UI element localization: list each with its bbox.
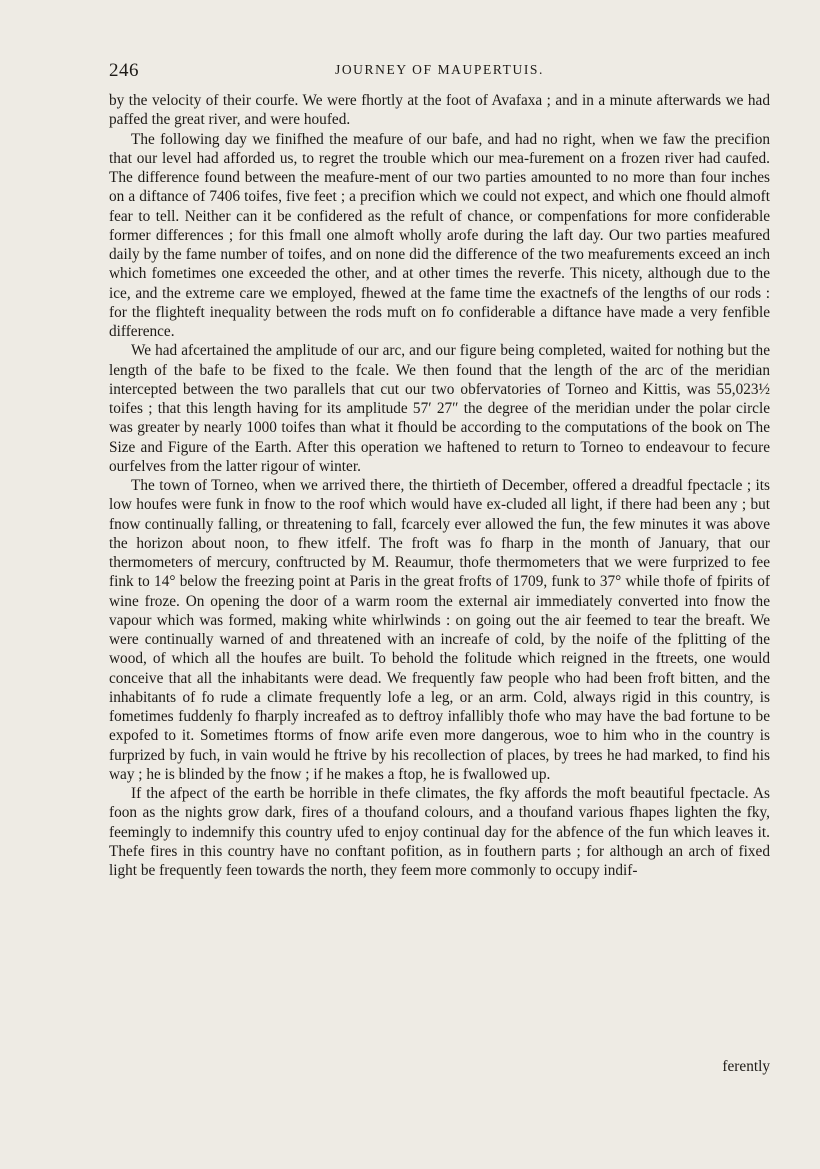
paragraph: by the velocity of their courfe. We were fhortly at the foot of Avafaxa ; and in a minute afterwards we had paffed the great river, and were houfed.	[109, 92, 770, 129]
running-title: JOURNEY OF MAUPERTUIS.	[334, 62, 545, 77]
catchword: ferently	[722, 1058, 770, 1075]
page-number: 246	[109, 60, 139, 81]
paragraph: The following day we finifhed the meafure of our bafe, and had no right, when we faw the precifion that our level had afforded us, to regret the trouble which our mea-furement on a frozen river had caufed. The difference found between the meafure-ment of our two parties amounted to no more than four inches on a diftance of 7406 toifes, five feet ; a precifion which we could not expect, and which one fhould almoft fear to tell. Neither can it be confidered as the refult of chance, or compenfations for more confiderable former differences ; for this fmall one almoft wholly arofe during the laft day. Our two parties meafured daily by the fame number of toifes, and on none did the difference of the two meafurements exceed an inch which fometimes one exceeded the other, and at other times the reverfe. This nicety, although due to the ice, and the extreme care we employed, fhewed at the fame time the exactnefs of the lengths of our rods : for the flighteft inequality between the rods muft on fo confiderable a diftance have made a very fenfible difference.	[109, 130, 770, 340]
paragraph: The town of Torneo, when we arrived there, the thirtieth of December, offered a dreadful fpectacle ; its low houfes were funk in fnow to the roof which would have ex-cluded all light, if there had been any ; but fnow continually falling, or threatening to fall, fcarcely ever allowed the fun, the few minutes it was above the horizon about noon, to fhew itfelf. The froft was fo fharp in the month of January, that our thermometers of mercury, conftructed by M. Reaumur, thofe thermometers that we were furprized to fee fink to 14° below the freezing point at Paris in the great frofts of 1709, funk to 37° while thofe of fpirits of wine froze. On opening the door of a warm room the external air immediately converted into fnow the vapour which was formed, making white whirlwinds : on going out the air feemed to tear the breaft. We were continually warned of and threatened with an increafe of cold, by the noife of the fplitting of the wood, of which all the houfes are built. To behold the folitude which reigned in the ftreets, one would conceive that all the inhabitants were dead. We frequently faw people who had been froft bitten, and the inhabitants of fo rude a climate frequently lofe a leg, or an arm. Cold, always rigid in this country, is fometimes fuddenly fo fharply increafed as to deftroy infallibly thofe who may have the bad fortune to be expofed to it. Sometimes ftorms of fnow arife even more dangerous, woe to him who in the country is furprized by fuch, in vain would he ftrive by his recollection of places, by trees he had marked, to find his way ; he is blinded by the fnow ; if he makes a ftop, he is fwallowed up.	[109, 477, 770, 783]
body-text	[109, 91, 770, 880]
running-head	[109, 60, 770, 84]
paragraph: If the afpect of the earth be horrible in thefe climates, the fky affords the moft beautiful fpectacle. As foon as the nights grow dark, fires of a thoufand colours, and a thoufand various fhapes lighten the fky, feemingly to indemnify this country ufed to enjoy continual day for the abfence of the fun which leaves it. Thefe fires in this country have no conftant pofition, as in fouthern parts ; for although an arch of fixed light be frequently feen towards the north, they feem more commonly to occupy indif-	[109, 785, 770, 879]
paragraph: We had afcertained the amplitude of our arc, and our figure being completed, waited for nothing but the length of the bafe to be fixed to the fcale. We then found that the length of the arc of the meridian intercepted between the two parallels that cut our two obfervatories of Torneo and Kittis, was 55,023½ toifes ; that this length having for its amplitude 57′ 27″ the degree of the meridian under the polar circle was greater by nearly 1000 toifes than what it fhould be according to the computations of the book on The Size and Figure of the Earth. After this operation we haftened to return to Torneo to endeavour to fecure ourfelves from the latter rigour of winter.	[109, 342, 770, 475]
